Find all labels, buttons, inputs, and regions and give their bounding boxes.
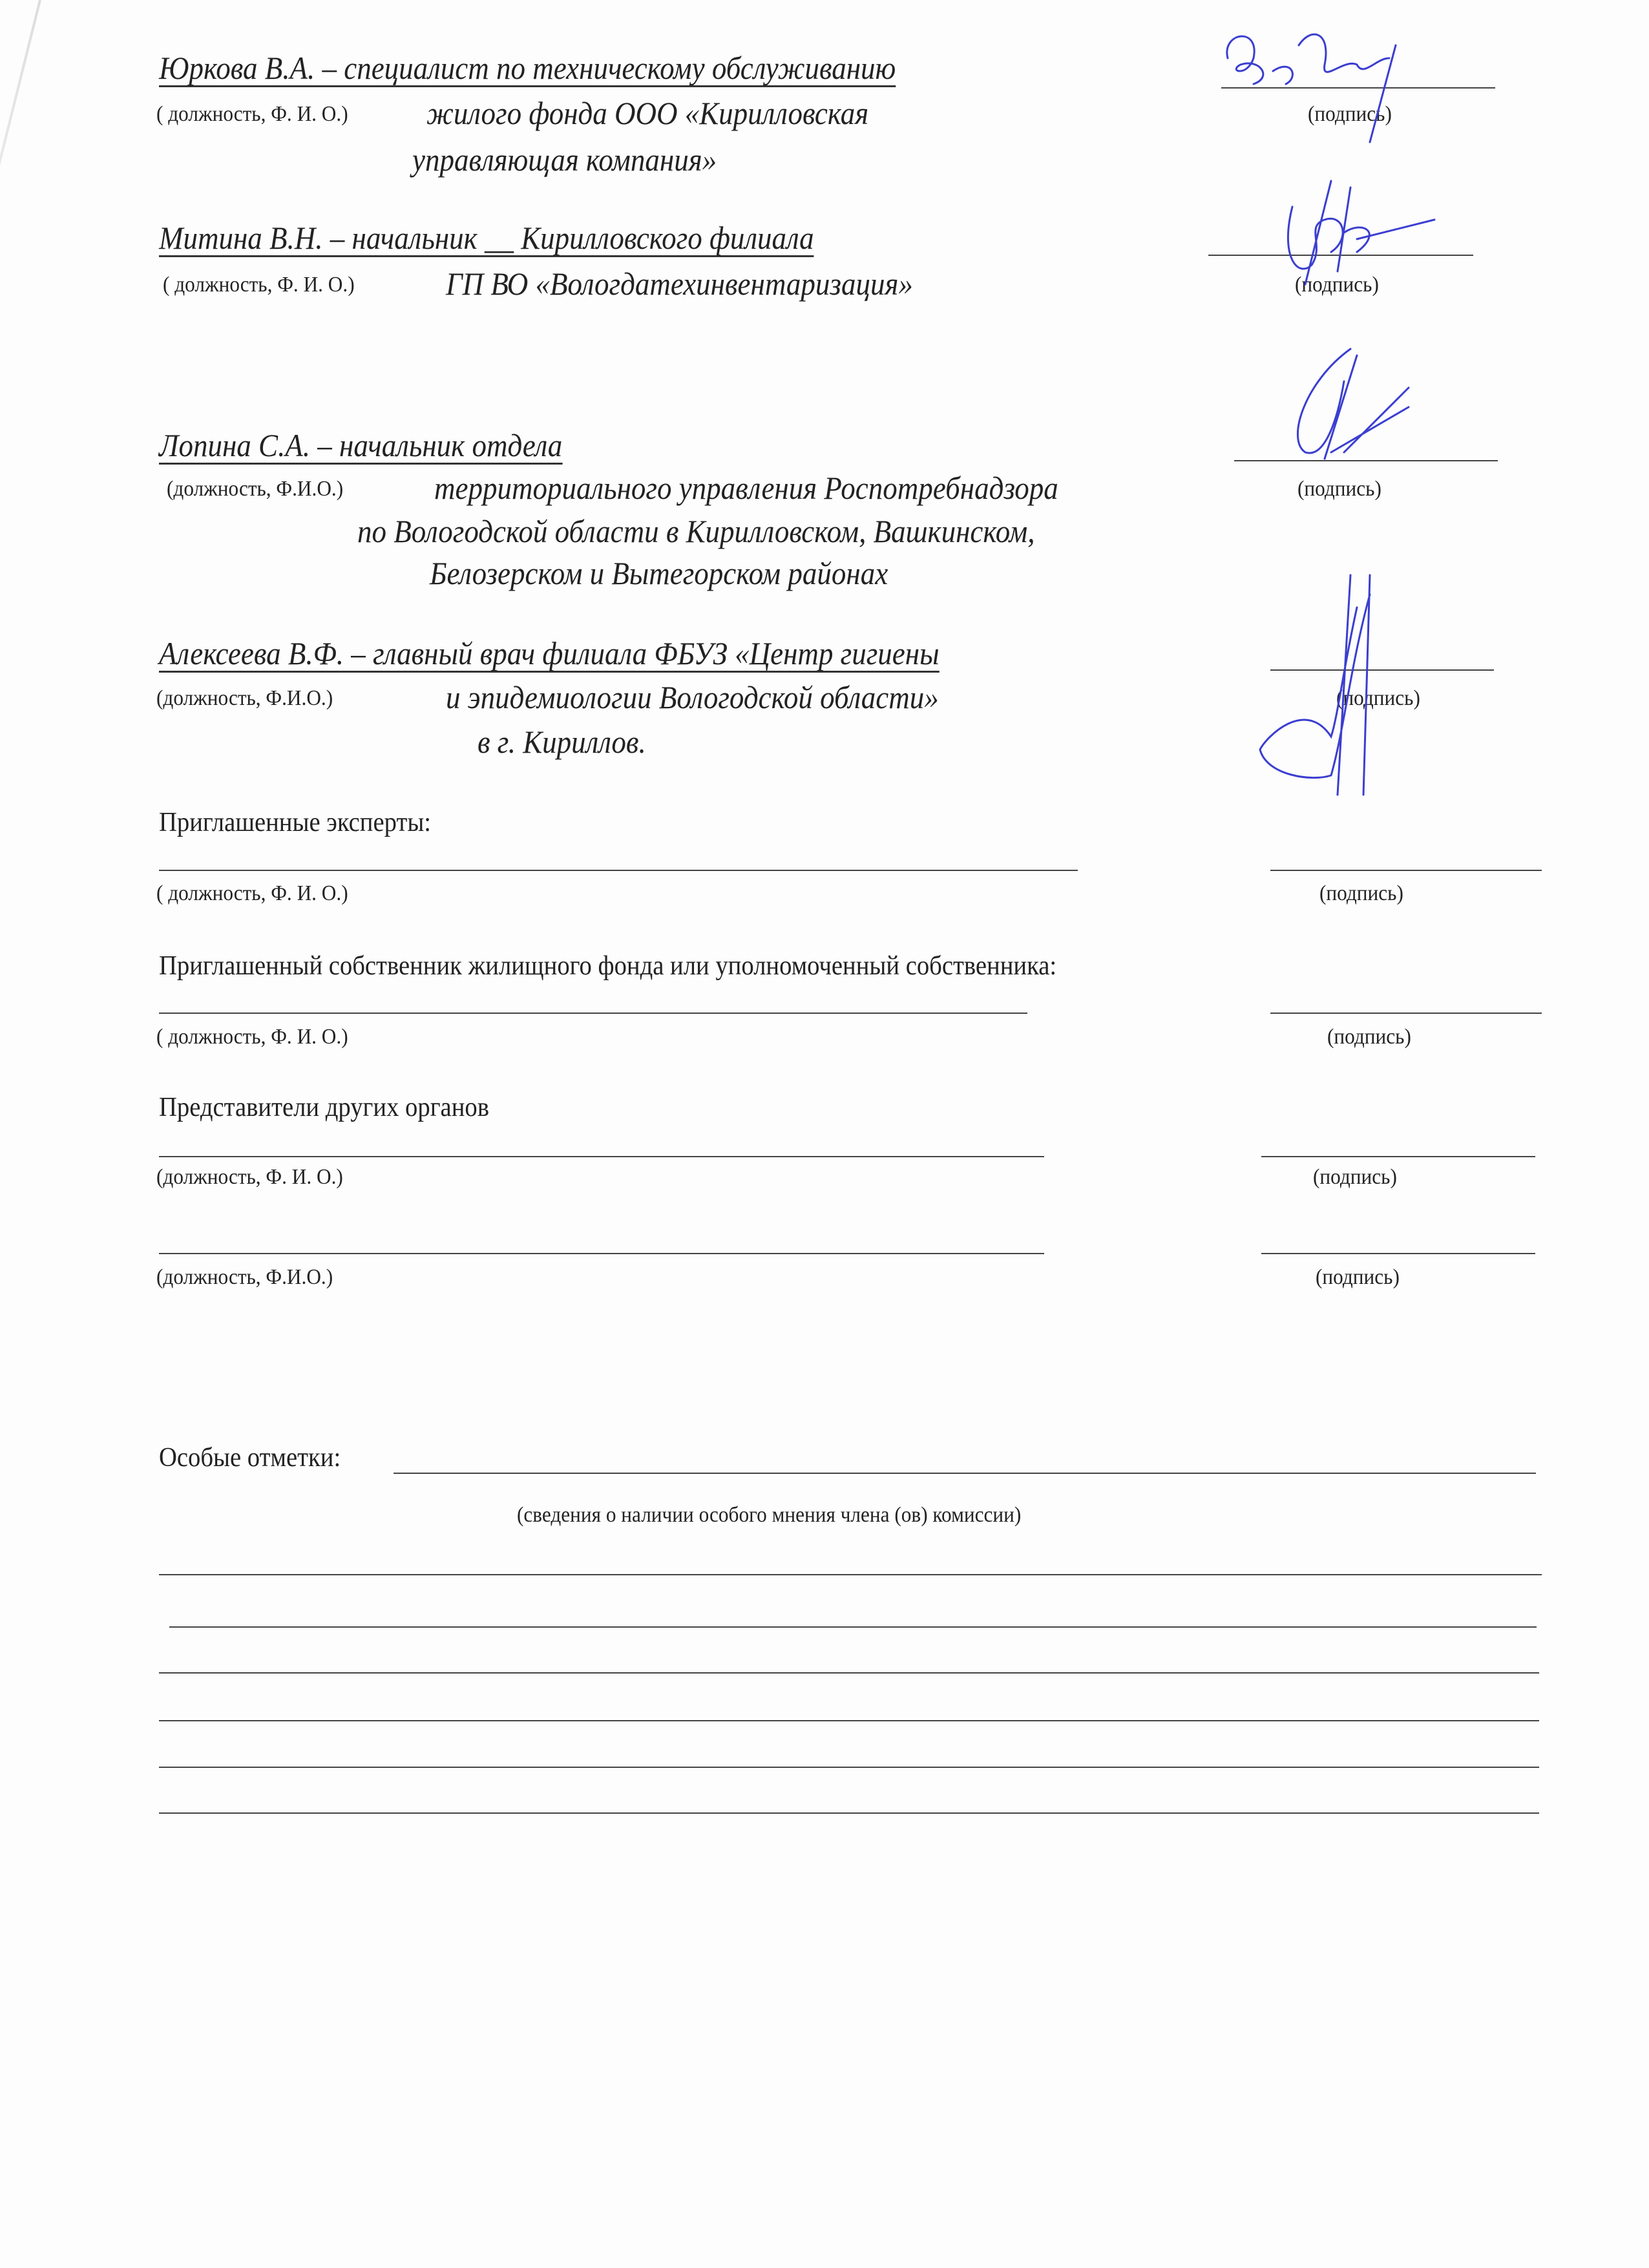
member-2-org: ГП ВО «Вологдатехинвентаризация» [446, 266, 913, 302]
member-1-org: жилого фонда ООО «Кирилловская [426, 95, 869, 131]
others-caption-2: (должность, Ф.И.О.) [156, 1265, 333, 1289]
notes-line-first[interactable] [394, 1473, 1536, 1474]
member-4-caption: (должность, Ф.И.О.) [156, 686, 333, 710]
member-4-signature-caption: (подпись) [1336, 686, 1420, 710]
member-2-caption: ( должность, Ф. И. О.) [163, 273, 355, 297]
others-caption-1: (должность, Ф. И. О.) [156, 1165, 343, 1189]
member-2-signature [1266, 168, 1447, 297]
notes-line[interactable] [159, 1720, 1539, 1721]
others-name-line-1[interactable] [159, 1156, 1044, 1157]
scan-edge [0, 0, 41, 326]
others-signature-line-2[interactable] [1261, 1253, 1535, 1254]
member-3-org: территориального управления Роспотребнадзора [434, 470, 1058, 506]
owner-name-line[interactable] [159, 1013, 1027, 1014]
member-3-signature-caption: (подпись) [1297, 477, 1381, 501]
experts-heading: Приглашенные эксперты: [159, 808, 432, 837]
member-3-org-cont: по Вологодской области в Кирилловском, Вашкинском, [357, 513, 1035, 549]
notes-line[interactable] [159, 1767, 1539, 1768]
member-1-signature-caption: (подпись) [1308, 102, 1392, 126]
owner-heading: Приглашенный собственник жилищного фонда или уполномоченный собственника: [159, 951, 1057, 981]
others-signature-caption-2: (подпись) [1316, 1265, 1400, 1289]
others-signature-caption-1: (подпись) [1313, 1165, 1397, 1189]
notes-heading: Особые отметки: [159, 1443, 341, 1473]
experts-name-line[interactable] [159, 870, 1078, 871]
member-1-signature [1202, 19, 1499, 168]
others-signature-line-1[interactable] [1261, 1156, 1535, 1157]
member-3-name: Лопина С.А. – начальник отдела [159, 427, 563, 463]
notes-line[interactable] [169, 1626, 1537, 1628]
owner-signature-line[interactable] [1270, 1013, 1542, 1014]
member-2-signature-caption: (подпись) [1295, 273, 1379, 297]
member-1-caption: ( должность, Ф. И. О.) [156, 102, 348, 126]
experts-signature-caption: (подпись) [1319, 881, 1403, 905]
owner-signature-caption: (подпись) [1327, 1025, 1411, 1049]
notes-line[interactable] [159, 1812, 1539, 1814]
others-name-line-2[interactable] [159, 1253, 1044, 1254]
member-1-org-cont: управляющая компания» [412, 142, 717, 178]
member-2-name: Митина В.Н. – начальник __ Кирилловского филиала [159, 220, 814, 256]
member-3-signature [1279, 342, 1447, 465]
member-4-org: и эпидемиологии Вологодской области» [446, 679, 939, 715]
member-4-name: Алексеева В.Ф. – главный врач филиала ФБУЗ «Центр гигиены [159, 635, 940, 671]
experts-caption: ( должность, Ф. И. О.) [156, 881, 348, 905]
notes-line[interactable] [159, 1672, 1539, 1674]
member-4-signature [1254, 569, 1422, 801]
member-1-name: Юркова В.А. – специалист по техническому обслуживанию [159, 50, 896, 86]
member-3-caption: (должность, Ф.И.О.) [167, 477, 344, 501]
others-heading: Представители других органов [159, 1093, 489, 1122]
notes-caption: (сведения о наличии особого мнения члена (ов) комиссии) [517, 1503, 1022, 1527]
member-3-org-cont2: Белозерском и Вытегорском районах [430, 555, 888, 591]
notes-line[interactable] [159, 1574, 1542, 1575]
experts-signature-line[interactable] [1270, 870, 1542, 871]
member-4-org-cont: в г. Кириллов. [478, 724, 646, 760]
owner-caption: ( должность, Ф. И. О.) [156, 1025, 348, 1049]
